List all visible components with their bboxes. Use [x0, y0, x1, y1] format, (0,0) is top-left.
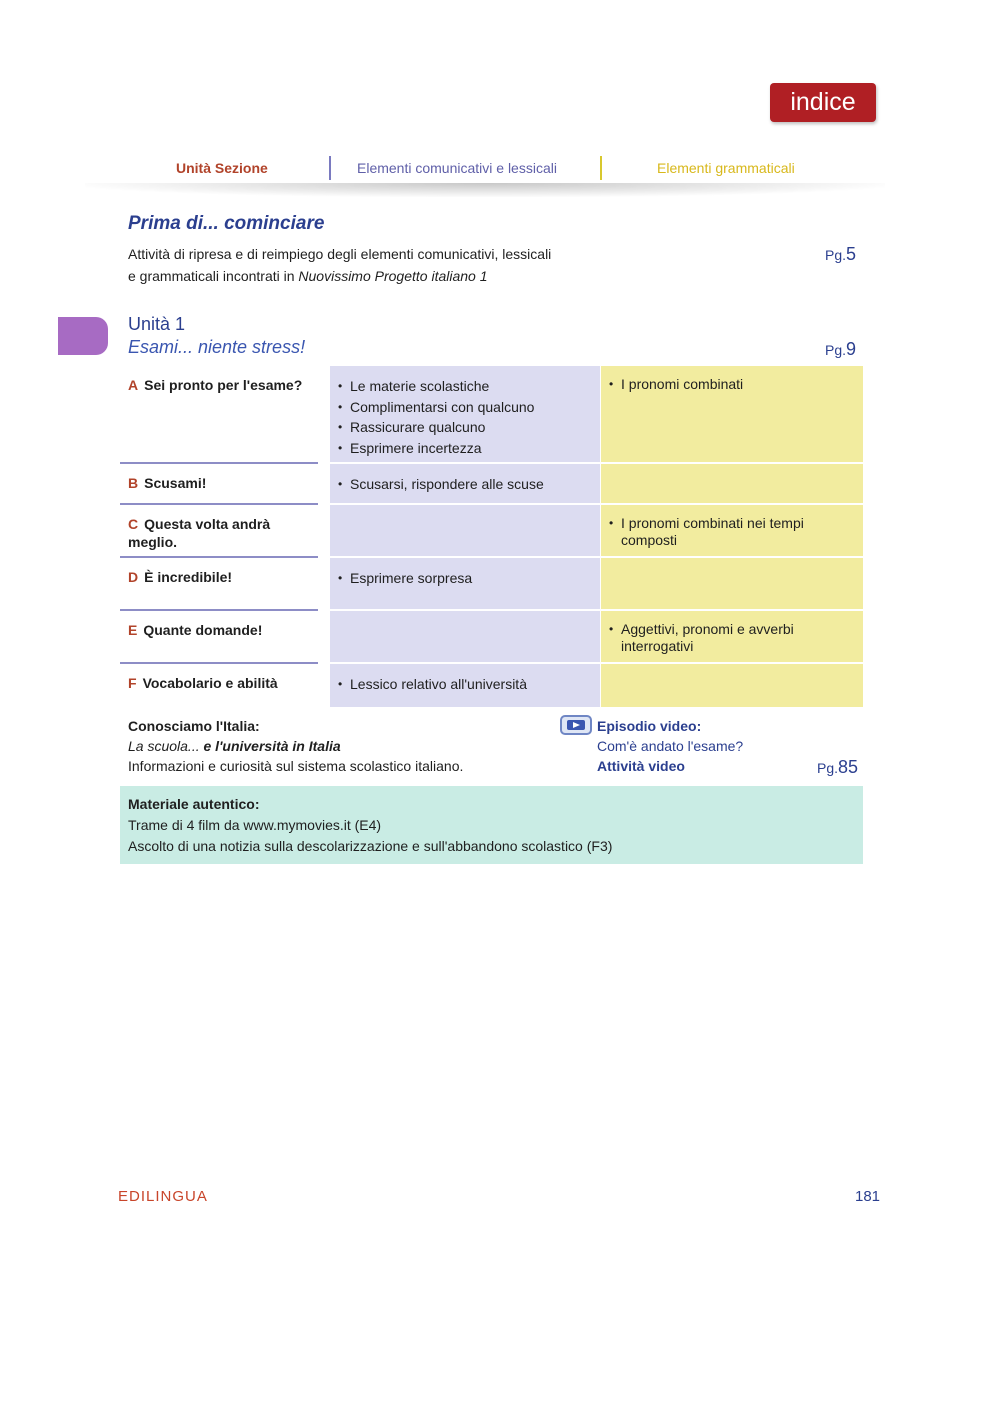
header-comunicativi: Elementi comunicativi e lessicali	[357, 160, 557, 176]
header-separator	[600, 156, 602, 180]
section-label: Sei pronto per l'esame?	[144, 377, 303, 393]
video-title: Episodio video:	[597, 718, 702, 734]
header-shadow	[85, 183, 885, 197]
prima-page-ref[interactable]	[825, 244, 856, 265]
publisher-brand: EDILINGUA	[118, 1188, 208, 1205]
section-letter: E	[128, 622, 138, 638]
conosciamo-desc: Informazioni e curiosità sul sistema scolastico italiano.	[128, 758, 464, 774]
list-item: • Esprimere sorpresa	[338, 568, 600, 589]
conosciamo-subtitle-a: La scuola...	[128, 738, 204, 754]
section-label: Questa volta andrà meglio.	[128, 516, 271, 550]
grammaticali-cell	[609, 515, 859, 548]
grammaticali-cell	[609, 621, 859, 654]
table-row	[120, 558, 863, 611]
prima-description	[128, 243, 608, 287]
unit-subtitle: Esami... niente stress!	[128, 337, 306, 357]
header-separator	[329, 156, 331, 180]
video-play-icon	[560, 715, 592, 735]
table-row	[120, 366, 863, 464]
section-title	[128, 515, 313, 551]
comunicativi-cell	[338, 568, 600, 589]
list-item: • Scusarsi, rispondere alle scuse	[338, 474, 600, 495]
table-row	[120, 664, 863, 707]
header-unita-sezione: Unità Sezione	[176, 160, 268, 176]
page-label: Pg.	[825, 342, 847, 358]
page-number: 85	[838, 757, 859, 777]
section-letter: A	[128, 377, 139, 393]
prima-title: Prima di... cominciare	[128, 213, 325, 234]
materiale-line2: Ascolto di una notizia sulla descolarizzazione e sull'abbandono scolastico (F3)	[128, 838, 613, 854]
prima-desc-line1: Attività di ripresa e di reimpiego degli elementi comunicativi, lessicali	[128, 246, 552, 262]
section-label: Scusami!	[144, 475, 207, 491]
comunicativi-cell	[338, 376, 600, 458]
conosciamo-subtitle-b: e l'università in Italia	[203, 738, 341, 754]
conosciamo-italia	[128, 716, 463, 776]
materiale-title: Materiale autentico:	[128, 796, 260, 812]
conosciamo-subtitle	[128, 736, 463, 756]
table-row	[120, 464, 863, 505]
page-label: Pg.	[817, 760, 839, 776]
page-number-footer: 181	[855, 1188, 881, 1205]
unit-page-ref[interactable]	[825, 339, 856, 360]
indice-badge: indice	[770, 83, 876, 122]
prima-book-title: Nuovissimo Progetto italiano 1	[298, 268, 488, 284]
list-item: • I pronomi combinati nei tempi composti	[609, 515, 859, 548]
section-title	[128, 674, 313, 692]
unit-tab-marker	[58, 317, 108, 355]
video-page-ref[interactable]	[817, 757, 858, 778]
list-item: • I pronomi combinati	[609, 376, 859, 393]
list-item: • Complimentarsi con qualcuno	[338, 397, 600, 418]
section-letter: B	[128, 475, 139, 491]
section-title	[128, 621, 313, 639]
list-item: • Aggettivi, pronomi e avverbi interrogativi	[609, 621, 859, 654]
materiale-line1: Trame di 4 film da www.mymovies.it (E4)	[128, 817, 382, 833]
prima-desc-line2: e grammaticali incontrati in	[128, 268, 299, 284]
section-letter: D	[128, 569, 139, 585]
header-grammaticali: Elementi grammaticali	[657, 160, 795, 176]
episodio-video	[597, 716, 743, 776]
section-title	[128, 376, 313, 394]
video-activity: Attività video	[597, 758, 685, 774]
list-item: • Lessico relativo all'università	[338, 674, 600, 695]
section-letter: C	[128, 516, 139, 532]
comunicativi-cell	[338, 674, 600, 695]
page-number: 5	[846, 244, 857, 264]
table-row	[120, 611, 863, 664]
grammaticali-cell	[609, 376, 859, 393]
unit-title: Unità 1	[128, 314, 186, 334]
section-label: È incredibile!	[144, 569, 233, 585]
list-item: • Rassicurare qualcuno	[338, 417, 600, 438]
page-number: 9	[846, 339, 857, 359]
comunicativi-cell	[338, 474, 600, 495]
section-label: Vocabolario e abilità	[142, 675, 278, 691]
list-item: • Esprimere incertezza	[338, 438, 600, 459]
table-row	[120, 505, 863, 558]
section-title	[128, 474, 313, 492]
conosciamo-title: Conosciamo l'Italia:	[128, 718, 260, 734]
list-item: • Le materie scolastiche	[338, 376, 600, 397]
section-title	[128, 568, 313, 586]
section-label: Quante domande!	[143, 622, 263, 638]
page-label: Pg.	[825, 247, 847, 263]
video-episode: Com'è andato l'esame?	[597, 738, 744, 754]
materiale-autentico	[120, 786, 863, 864]
section-letter: F	[128, 675, 137, 691]
